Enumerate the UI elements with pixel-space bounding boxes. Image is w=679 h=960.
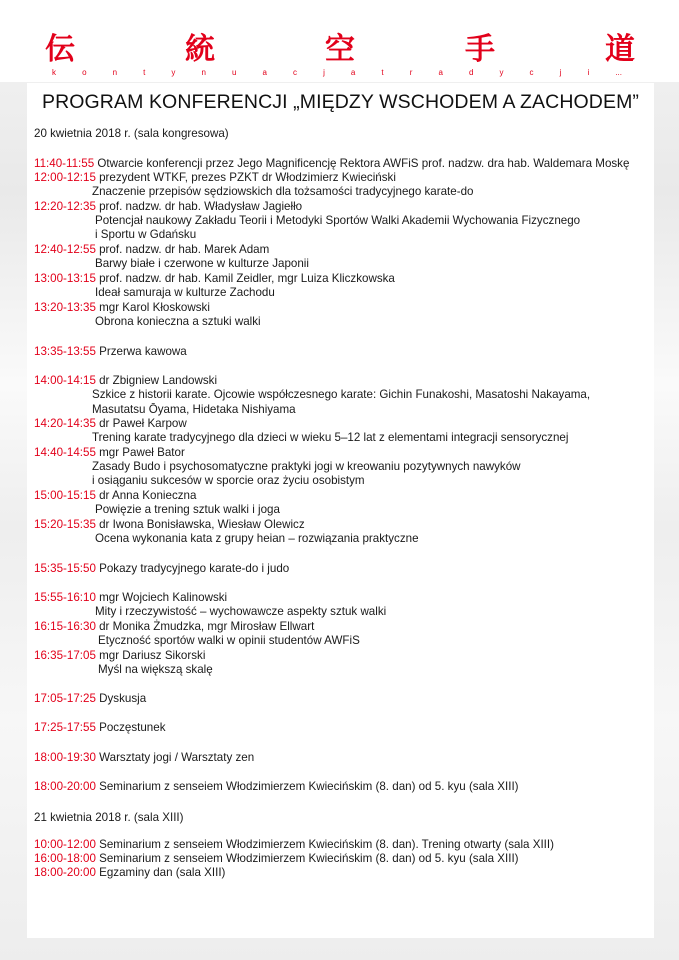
schedule-entry bbox=[34, 780, 519, 794]
entry-text: Seminarium z senseiem Włodzimierzem Kwiecińskim (8. dan). Trening otwarty (sala XIII) bbox=[95, 838, 554, 851]
subtitle-letter: u bbox=[231, 68, 237, 77]
schedule-entry bbox=[34, 721, 166, 735]
schedule-entry bbox=[34, 489, 196, 503]
entry-time: 13:35-13:55 bbox=[34, 345, 96, 358]
subtitle-letter: i bbox=[587, 68, 590, 77]
schedule-entry bbox=[34, 838, 554, 852]
entry-text: dr Monika Żmudzka, mgr Mirosław Ellwart bbox=[95, 620, 315, 633]
schedule-entry bbox=[34, 345, 187, 359]
entry-text: prof. nadzw. dr hab. Władysław Jagiełło bbox=[95, 200, 303, 213]
entry-text: mgr Dariusz Sikorski bbox=[95, 649, 206, 662]
schedule-entry-detail bbox=[92, 185, 473, 199]
schedule-entry bbox=[34, 591, 227, 605]
entry-text: Znaczenie przepisów sędziowskich dla tożsamości tradycyjnego karate-do bbox=[92, 185, 474, 198]
schedule-entry-detail bbox=[92, 474, 365, 488]
schedule-entry bbox=[34, 692, 146, 706]
day-heading: 20 kwietnia 2018 r. (sala kongresowa) bbox=[34, 127, 229, 140]
schedule-entry bbox=[34, 518, 305, 532]
entry-text: dr Anna Konieczna bbox=[95, 489, 197, 502]
subtitle-letter: y bbox=[499, 68, 504, 77]
entry-text: Barwy białe i czerwone w kulturze Japonii bbox=[95, 257, 309, 270]
entry-text: mgr Karol Kłoskowski bbox=[95, 301, 210, 314]
entry-text: Myśl na większą skalę bbox=[98, 663, 213, 676]
entry-time: 16:15-16:30 bbox=[34, 620, 96, 633]
entry-text: Potencjał naukowy Zakładu Teorii i Metodyki Sportów Walki Akademii Wychowania Fizycznego bbox=[95, 214, 581, 227]
entry-text: dr Paweł Karpow bbox=[95, 417, 187, 430]
schedule-entry bbox=[34, 446, 185, 460]
subtitle-ellipsis: ... bbox=[615, 68, 622, 77]
kanji-header bbox=[40, 30, 640, 70]
entry-text: mgr Paweł Bator bbox=[95, 446, 185, 459]
entry-time: 11:40-11:55 bbox=[34, 157, 95, 170]
schedule-entry-detail bbox=[95, 532, 419, 546]
entry-time: 10:00-12:00 bbox=[34, 838, 96, 851]
entry-time: 12:40-12:55 bbox=[34, 243, 96, 256]
entry-time: 14:40-14:55 bbox=[34, 446, 96, 459]
entry-time: 15:35-15:50 bbox=[34, 562, 96, 575]
entry-time: 14:20-14:35 bbox=[34, 417, 96, 430]
entry-text: dr Iwona Bonisławska, Wiesław Olewicz bbox=[95, 518, 305, 531]
entry-text: Otwarcie konferencji przez Jego Magnificencję Rektora AWFiS prof. nadzw. dra hab. Waldemara Moskę bbox=[94, 157, 630, 170]
entry-time: 12:20-12:35 bbox=[34, 200, 96, 213]
schedule-entry-detail bbox=[92, 460, 521, 474]
entry-text: Trening karate tradycyjnego dla dzieci w wieku 5–12 lat z elementami integracji sensorycznej bbox=[92, 431, 569, 444]
entry-text: i Sportu w Gdańsku bbox=[95, 228, 197, 241]
schedule-entry-detail bbox=[95, 228, 196, 242]
subtitle-letter: d bbox=[468, 68, 474, 77]
entry-text: Warsztaty jogi / Warsztaty zen bbox=[95, 751, 255, 764]
schedule-entry-detail bbox=[95, 257, 309, 271]
entry-time: 13:00-13:15 bbox=[34, 272, 96, 285]
entry-time: 15:55-16:10 bbox=[34, 591, 96, 604]
kanji-char: 伝 bbox=[45, 32, 75, 67]
entry-time: 15:00-15:15 bbox=[34, 489, 96, 502]
entry-time: 17:05-17:25 bbox=[34, 692, 96, 705]
entry-time: 17:25-17:55 bbox=[34, 721, 96, 734]
schedule-entry-detail bbox=[95, 605, 386, 619]
entry-text: Obrona konieczna a sztuki walki bbox=[95, 315, 261, 328]
schedule-entry-detail bbox=[98, 663, 213, 677]
subtitle-letter: t bbox=[381, 68, 384, 77]
schedule-entry bbox=[34, 751, 254, 765]
entry-time: 18:00-20:00 bbox=[34, 780, 96, 793]
entry-text: Pokazy tradycyjnego karate-do i judo bbox=[95, 562, 290, 575]
schedule-entry bbox=[34, 866, 225, 880]
page-title: PROGRAM KONFERENCJI „MIĘDZY WSCHODEM A ZACHODEM” bbox=[41, 91, 640, 113]
entry-text: Mity i rzeczywistość – wychowawcze aspekty sztuk walki bbox=[95, 605, 387, 618]
kanji-char: 手 bbox=[465, 32, 495, 67]
header-subtitle bbox=[52, 68, 622, 78]
entry-time: 15:20-15:35 bbox=[34, 518, 96, 531]
schedule-entry bbox=[34, 417, 187, 431]
entry-time: 18:00-19:30 bbox=[34, 751, 96, 764]
schedule-entry-detail bbox=[92, 403, 296, 417]
subtitle-letter: a bbox=[350, 68, 356, 77]
day-heading: 21 kwietnia 2018 r. (sala XIII) bbox=[34, 811, 184, 824]
entry-text: Szkice z historii karate. Ojcowie współczesnego karate: Gichin Funakoshi, Masatoshi Nakayama, bbox=[92, 388, 591, 401]
entry-text: Powięzie a trening sztuk walki i joga bbox=[95, 503, 280, 516]
entry-text: Etyczność sportów walki w opinii studentów AWFiS bbox=[98, 634, 360, 647]
schedule-entry-detail bbox=[95, 214, 580, 228]
entry-time: 13:20-13:35 bbox=[34, 301, 96, 314]
subtitle-letter: a bbox=[438, 68, 443, 77]
entry-text: Ideał samuraja w kulturze Zachodu bbox=[95, 286, 275, 299]
subtitle-letter: t bbox=[143, 68, 146, 77]
entry-time: 18:00-20:00 bbox=[34, 866, 96, 879]
schedule-entry bbox=[34, 200, 302, 214]
kanji-char: 統 bbox=[185, 32, 215, 67]
schedule-entry bbox=[34, 620, 314, 634]
schedule-entry-detail bbox=[98, 634, 360, 648]
entry-text: i osiąganiu sukcesów w sporcie oraz życiu osobistym bbox=[92, 474, 365, 487]
subtitle-letter: k bbox=[52, 68, 56, 77]
schedule-entry-detail bbox=[92, 388, 590, 402]
subtitle-letter: o bbox=[82, 68, 87, 77]
entry-time: 12:00-12:15 bbox=[34, 171, 96, 184]
schedule-entry-detail bbox=[95, 286, 275, 300]
entry-text: Dyskusja bbox=[95, 692, 147, 705]
kanji-char: 道 bbox=[605, 32, 635, 67]
entry-time: 14:00-14:15 bbox=[34, 374, 96, 387]
subtitle-letter: c bbox=[293, 68, 297, 77]
entry-text: Seminarium z senseiem Włodzimierzem Kwiecińskim (8. dan) od 5. kyu (sala XIII) bbox=[95, 852, 519, 865]
entry-text: prezydent WTKF, prezes PZKT dr Włodzimierz Kwieciński bbox=[95, 171, 396, 184]
entry-text: prof. nadzw. dr hab. Marek Adam bbox=[95, 243, 270, 256]
kanji-char: 空 bbox=[325, 32, 355, 67]
subtitle-letter: j bbox=[323, 68, 325, 77]
entry-text: Seminarium z senseiem Włodzimierzem Kwiecińskim (8. dan) od 5. kyu (sala XIII) bbox=[95, 780, 519, 793]
entry-text: Masutatsu Ōyama, Hidetaka Nishiyama bbox=[92, 403, 296, 416]
schedule-entry bbox=[34, 852, 519, 866]
subtitle-letter: a bbox=[262, 68, 267, 77]
schedule-entry-detail bbox=[92, 431, 568, 445]
entry-text: Ocena wykonania kata z grupy heian – rozwiązania praktyczne bbox=[95, 532, 419, 545]
entry-text: Przerwa kawowa bbox=[95, 345, 187, 358]
subtitle-letter: n bbox=[201, 68, 206, 77]
schedule-entry-detail bbox=[95, 315, 261, 329]
schedule-entry bbox=[34, 562, 289, 576]
schedule-entry bbox=[34, 171, 396, 185]
entry-text: Poczęstunek bbox=[95, 721, 166, 734]
subtitle-letter: c bbox=[529, 68, 534, 77]
subtitle-letter: n bbox=[112, 68, 118, 77]
entry-time: 16:00-18:00 bbox=[34, 852, 96, 865]
schedule-entry bbox=[34, 374, 217, 388]
subtitle-letter: j bbox=[559, 68, 562, 77]
schedule-entry bbox=[34, 243, 269, 257]
schedule-entry bbox=[34, 157, 629, 171]
schedule-entry bbox=[34, 649, 205, 663]
entry-text: Zasady Budo i psychosomatyczne praktyki jogi w kreowaniu pozytywnych nawyków bbox=[92, 460, 521, 473]
entry-text: prof. nadzw. dr hab. Kamil Zeidler, mgr Luiza Kliczkowska bbox=[95, 272, 395, 285]
entry-time: 16:35-17:05 bbox=[34, 649, 96, 662]
entry-text: dr Zbigniew Landowski bbox=[95, 374, 218, 387]
entry-text: mgr Wojciech Kalinowski bbox=[95, 591, 228, 604]
schedule-entry bbox=[34, 301, 210, 315]
entry-text: Egzaminy dan (sala XIII) bbox=[95, 866, 226, 879]
schedule-entry bbox=[34, 272, 395, 286]
subtitle-letter: y bbox=[171, 68, 176, 77]
schedule-entry-detail bbox=[95, 503, 280, 517]
subtitle-letter: r bbox=[409, 68, 413, 77]
